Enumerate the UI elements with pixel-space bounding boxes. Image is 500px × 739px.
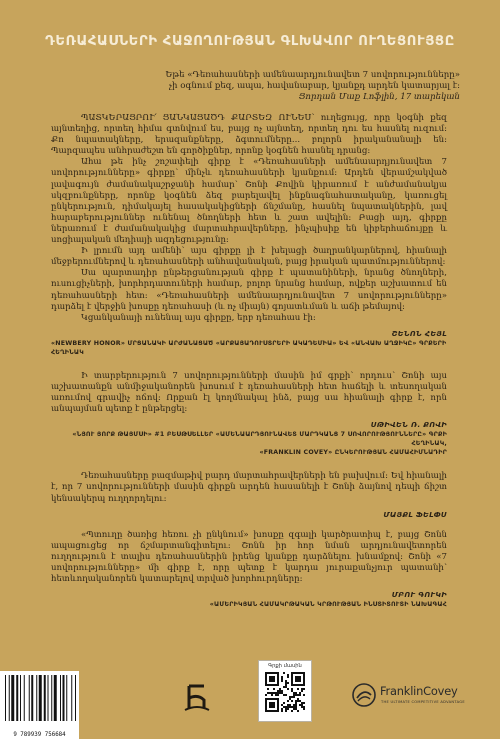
paragraph-1: ՊԱՏԿԵՐԱՑՐՈՒ՛ ՑԱՆԿԱՑԱԾԴ ՔԱՐՏԵԶ ՈՒՆԵՍ՝ ուղեցույց, որը կօգնի քեզ այնտեղից, որտեղ հիմա գտնվում ես, բայց ոչ այնտեղ, որտեղ դու ես հասնել ուզում: Քո նպատակները, երազանքները, ձգտումները... բոլորն իրականանալի են: Պարզապես անհրաժեշտ են գործիքներ, որոնք կօգնեն հասնել դրանց: bbox=[51, 113, 447, 157]
epigraph-author: Ցորդան Մաք Լոֆլին, 17 տարեկան bbox=[298, 92, 460, 102]
barcode bbox=[0, 671, 79, 739]
qr-code-box[interactable] bbox=[258, 660, 312, 722]
paragraph-3: Ի լրումն այդ ամենի՝ այս գիրքը լի է խելացի ծաղրանկարներով, հիանալի մեջբերումներով և դեռահասների անհավանական, բայց իրական պատմություններով: bbox=[51, 246, 447, 268]
paragraph-2: Ահա թե ինչ շոշափելի գիրք է «Դեռահասների ամենաարդյունավետ 7 սովորությունները» գիրքը՝ մինչև դեռահասների կյանքում: Արդեն վերամշակված լավագույն ժամանակաշրջանի համար՝ Շոնի Քովին կիրառում է անժամանակյա սկզբունքները, որոնք կօգնեն ձեզ բարելավել ինքնագնահատականը, կառուցել ընկերություն, դիմակայել հասակակիցների ճնշմանը, հասնել նպատակներին, լավ հարաբերություններ ունենալ ծնողների հետ և շատ ավելին: Բացի այդ, գիրքը ներառում է ժամանակակից մարտահրավերները, ինչպիսիք են կիբերհաճույքը և սոցիալական մեդիայի ազդեցությունը: bbox=[51, 157, 447, 246]
epigraph-line-1: Եթե «Դեռահասների ամենաարդյունավետ 7 սովորությունները» bbox=[165, 70, 460, 80]
review4-caption: «ԱՄԵՐԻԿՅԱՆ ՀԱՄԱԿՐԹԱԿԱՆ ԿՐԹՈՒԹՅԱՆ ԻՆՍՏԻՏՈՒՏԻ ՆԱԽԱԳԱՀ bbox=[209, 601, 447, 609]
review2-caption-2: «FRANKLIN COVEY» ԸՆԿԵՐՈՒԹՅԱՆ ՀԱՄԱՀԻՄՆԱԴԻՐ bbox=[259, 449, 447, 457]
cover-footer bbox=[0, 660, 500, 739]
description-body bbox=[51, 113, 447, 609]
qr-code-icon bbox=[265, 672, 305, 712]
review3-author: ՄԱՅՔԼ ՖԵԼՓՍ bbox=[383, 509, 447, 519]
isbn-number: 9 789939 756684 bbox=[13, 732, 66, 738]
review2-caption-1: «ՆՅՈՒ ՅՈՐՔ ԹԱՅՄՍԻ» #1 ԲԵՍԹՍԵԼԼԵՐ «ԱՄԵՆԱԱՐԴՅՈՒՆԱՎԵՏ ՄԱՐԴԿԱՆՑ 7 ՍՈՎՈՐՈՒԹՅՈՒՆՆԵՐԸ» ԳՐՔԻ ՀԵՂԻՆԱԿ, bbox=[72, 431, 447, 448]
publisher-logo-icon bbox=[180, 680, 214, 714]
review4-text: «Պտուղը ծառից հեռու չի ընկնում» խոսքը զգալի կարծրատիպ է, բայց Շոնն ապացուցեց որ ճշմարտանգիտելու: Շոնն իր հոր նման արդյունավետորեն ուղղություն է տալիս դեռահասներին իրենց կյանքը դարձնելու խնամքով: Շոնի «7 սովորությունները» մի գիրք է, որը պետք է կարդա յուրաքանչյուր պատանի՝ հետևողականորեն կատարելով տրված խորհուրդները: bbox=[51, 529, 447, 585]
review1-caption: «NEWBERY HONOR» ՄՐՑԱՆԱԿԻ ԱՐԺԱՆԱՑԱԾ «ԱՐՔԱՅԱԴՈՒՍՏՐԵՐԻ ԱԿԱԴԵՄԻԱ» ԵՎ «ԱՆՎԱԽ ԱՂՋԻԿԸ» ԳՐՔԵՐԻ ՀԵՂԻՆԱԿ bbox=[51, 339, 447, 356]
review2-author: ՍԹԻՎԵՆ Ռ. ՔՈՎԻ bbox=[370, 420, 447, 430]
review2-text: Ի տարբերություն 7 սովորությունների մասին իմ գրքի՝ որդուս՝ Շոնի այս աշխատանքն անմիջականորեն խոսում է դեռահասների հետ հաճելի և տեսողական առումով գրավիչ ոճով: Որքան էլ կողմնակալ ինձ, բայց սա հիանալի գիրք է, որն անպայման պետք է ընթերցել: bbox=[51, 370, 447, 415]
publisher-name: FranklinCovey bbox=[380, 684, 458, 698]
review4-author: ՄԲՈՒ ԳՈՒԿԻ bbox=[391, 590, 447, 600]
paragraph-4: Սա պարտադիր ընթերցանության գիրք է պատանիների, նրանց ծնողների, ուսուցիչների, խորհրդատուների համար, բոլոր նրանց համար, ովքեր աշխատում են դեռահասների հետ: «Դեռահասների ամենաարդյունավետ 7 սովորությունները» դարձել է վերջին խոսքը դեռահասի (և ոչ միայն) գոյատևման և աճի թեմայով: bbox=[51, 268, 447, 312]
review1-author: ՇԵՆՈՆ ՀԵՅԼ bbox=[391, 328, 447, 338]
barcode-icon bbox=[0, 671, 79, 729]
paragraph-5: Կցանկանայի ունենալ այս գիրքը, երբ դեռահաս էի: bbox=[81, 312, 316, 323]
cover-title: ԴԵՌԱՀԱՍՆԵՐԻ ՀԱՋՈՂՈՒԹՅԱՆ ԳԼԽԱՎՈՐ ՈՒՂԵՑՈՒՅՑԸ bbox=[45, 34, 455, 49]
franklincovey-logo bbox=[352, 680, 465, 714]
epigraph-line-2: չի օգնում քեզ, ապա, հավանաբար, կյանքդ արդեն կատարյալ է: bbox=[168, 81, 460, 91]
qr-label: Գրքի մասին bbox=[268, 663, 302, 669]
epigraph bbox=[150, 70, 460, 103]
review3-text: Դեռահասները բազմաթիվ բարդ մարտահրավերների են բախվում: Եվ հիանալի է, որ 7 սովորությունների մասին գիրքն արդեն հասանելի է Շոնի ձայնով դեպի ճիշտ կենսակերպ ուղղորդելու: bbox=[51, 471, 447, 504]
publisher-tagline: THE ULTIMATE COMPETITIVE ADVANTAGE bbox=[381, 700, 465, 704]
franklincovey-logo-icon bbox=[352, 683, 376, 707]
